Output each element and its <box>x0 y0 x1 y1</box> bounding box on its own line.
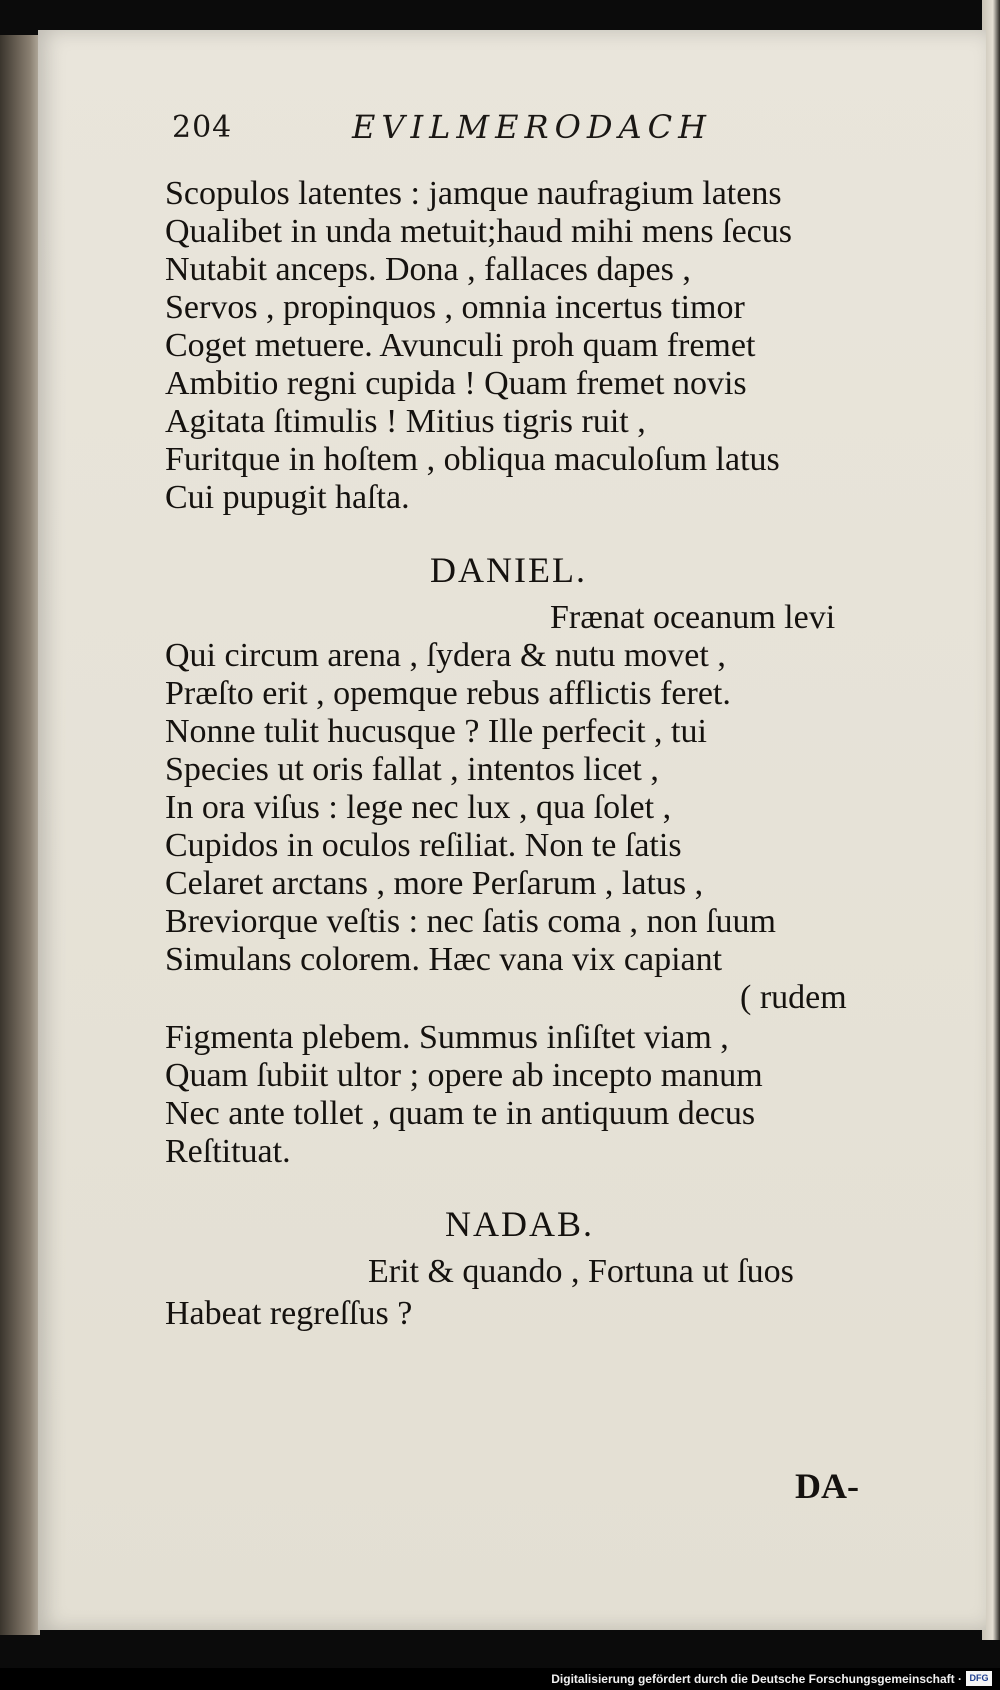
verse-line: Simulans colorem. Hæc vana vix capiant <box>165 941 723 978</box>
verse-line: Nutabit anceps. Dona , fallaces dapes , <box>165 251 691 288</box>
verse-line: Quam ſubiit ultor ; opere ab incepto manum <box>165 1057 763 1094</box>
verse-line: Qui circum arena , ſydera & nutu movet , <box>165 637 726 674</box>
verse-line: Coget metuere. Avunculi proh quam fremet <box>165 327 756 364</box>
verse-line: Frænat oceanum levi <box>550 599 836 636</box>
verse-line: Figmenta plebem. Summus inſiſtet viam , <box>165 1019 729 1056</box>
verse-line: In ora viſus : lege nec lux , qua ſolet , <box>165 789 672 826</box>
speaker-heading-nadab: NADAB. <box>445 1204 595 1244</box>
verse-line: Celaret arctans , more Perſarum , latus , <box>165 865 704 902</box>
verse-line: Erit & quando , Fortuna ut ſuos <box>368 1253 794 1290</box>
verse-line: Agitata ſtimulis ! Mitius tigris ruit , <box>165 403 646 440</box>
speaker-heading-daniel: DANIEL. <box>430 550 587 590</box>
book-spine-edge <box>0 35 40 1635</box>
verse-line: Habeat regreſſus ? <box>165 1295 413 1332</box>
verse-line: Species ut oris fallat , intentos licet , <box>165 751 659 788</box>
page-header <box>172 100 872 160</box>
verse-line: Cupidos in oculos reſiliat. Non te ſatis <box>165 827 682 864</box>
catchword: DA- <box>795 1466 859 1506</box>
verse-line: Ambitio regni cupida ! Quam fremet novis <box>165 365 747 402</box>
verse-line: Nonne tulit hucusque ? Ille perfecit , tui <box>165 713 707 750</box>
dfg-logo-icon: DFG <box>966 1671 992 1686</box>
verse-line: Furitque in hoſtem , obliqua maculoſum latus <box>165 441 780 478</box>
digitization-credit: Digitalisierung gefördert durch die Deutsche Forschungsgemeinschaft · <box>551 1672 962 1686</box>
verse-line: Scopulos latentes : jamque naufragium latens <box>165 175 782 212</box>
verse-line: Præſto erit , opemque rebus afflictis feret. <box>165 675 731 712</box>
verse-line: Qualibet in unda metuit;haud mihi mens ſecus <box>165 213 792 250</box>
page-number: 204 <box>172 110 233 145</box>
verse-line: Breviorque veſtis : nec ſatis coma , non ſuum <box>165 903 776 940</box>
verse-line: Nec ante tollet , quam te in antiquum decus <box>165 1095 756 1132</box>
verse-line: Cui pupugit haſta. <box>165 479 410 516</box>
verse-line: Reſtituat. <box>165 1133 291 1170</box>
running-title: EVILMERODACH <box>352 108 712 146</box>
verse-line-turnover: ( rudem <box>740 979 847 1016</box>
verse-line: Servos , propinquos , omnia incertus timor <box>165 289 745 326</box>
